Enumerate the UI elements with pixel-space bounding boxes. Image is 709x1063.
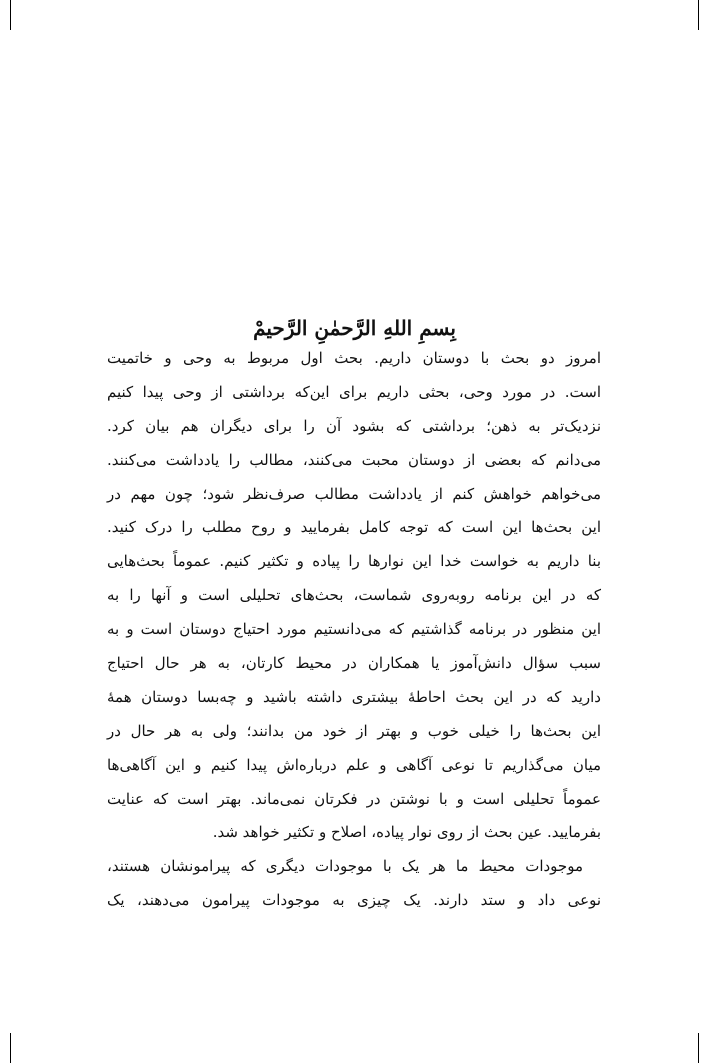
text-line: که در این برنامه روبه‌روی شماست، بحث‌های تحلیلی است و آنها را به [107, 586, 601, 605]
paragraph-1 [107, 342, 601, 850]
text-line: بفرمایید. عین بحث از روی نوار پیاده، اصلاح و تکثیر خواهد شد. [212, 823, 601, 842]
paragraph-2 [107, 850, 601, 918]
text-line: نزدیک‌تر به ذهن؛ برداشتی که بشود آن را برای دیگران هم بیان کرد. [107, 416, 601, 435]
text-line: بنا داریم به خواست خدا این نوارها را پیاده و تکثیر کنیم. عموماً بحث‌هایی [107, 552, 601, 571]
text-line: است. در مورد وحی، بحثی داریم برای این‌که برداشتی از وحی پیدا کنیم [107, 382, 601, 401]
text-line: سبب سؤال دانش‌آموز یا همکاران در محیط کارتان، به هر حال احتیاج [107, 654, 601, 673]
text-line: موجودات محیط ما هر یک با موجودات دیگری که پیرامونشان هستند، [107, 857, 583, 876]
crop-mark-top-left [10, 0, 11, 30]
crop-mark-bottom-left [10, 1033, 11, 1063]
text-line: می‌دانم که بعضی از دوستان محبت می‌کنند، مطالب را یادداشت می‌کنند. [107, 450, 601, 469]
text-line: عموماً تحلیلی است و با نوشتن در فکرتان نمی‌ماند. بهتر است که عنایت [107, 789, 601, 808]
crop-mark-top-right [698, 0, 699, 30]
text-line: این منظور در برنامه گذاشتیم که می‌دانستیم مورد احتیاج دوستان است و به [107, 620, 601, 639]
body-text [107, 342, 601, 918]
text-line: نوعی داد و ستد دارند. یک چیزی به موجودات پیرامون می‌دهند، یک [107, 891, 601, 910]
text-line: دارید که در این بحث احاطهٔ بیشتری داشته باشید و چه‌بسا دوستان همهٔ [107, 687, 601, 706]
crop-mark-bottom-right [698, 1033, 699, 1063]
basmala-heading: بِسمِ اللهِ الرَّحمٰنِ الرَّحیمْ [253, 316, 456, 340]
text-line: امروز دو بحث با دوستان داریم. بحث اول مربوط به وحی و خاتمیت [107, 349, 601, 367]
text-line: می‌خواهم خواهش کنم از یادداشت مطالب صرف‌نظر شود؛ چون مهم در [107, 484, 601, 503]
text-line: این بحث‌ها این است که توجه کامل بفرمایید و روح مطلب را درک کنید. [107, 518, 601, 537]
text-line: این بحث‌ها را خیلی خوب و بهتر از خود من بدانند؛ ولی به هر حال در [107, 721, 601, 740]
text-line: میان می‌گذاریم تا نوعی آگاهی و علم درباره‌اش پیدا کنیم و این آگاهی‌ها [107, 755, 601, 774]
